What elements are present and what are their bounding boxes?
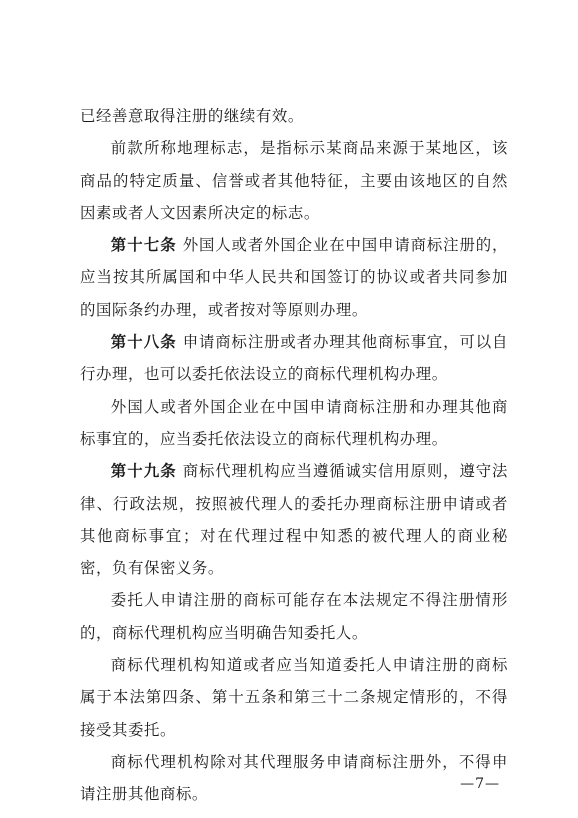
paragraph-text: 前款所称地理标志，是指标示某商品来源于某地区，该商品的特定质量、信誉或者其他特征，主要由该地区的自然因素或者人文因素所决定的标志。	[80, 139, 508, 222]
paragraph	[80, 649, 508, 746]
paragraph	[80, 584, 508, 649]
paragraph	[80, 100, 508, 132]
paragraph	[80, 132, 508, 229]
paragraph-text: 商标代理机构除对其代理服务申请商标注册外，不得申请注册其他商标。	[80, 752, 508, 804]
article-number: 第十七条	[110, 236, 177, 255]
article-number: 第十九条	[110, 462, 177, 481]
article-paragraph	[80, 326, 508, 391]
article-number: 第十八条	[110, 333, 177, 352]
paragraph-text: 委托人申请注册的商标可能存在本法规定不得注册情形的，商标代理机构应当明确告知委托人。	[80, 591, 508, 642]
paragraph	[80, 391, 508, 456]
paragraph-text: 商标代理机构应当遵循诚实信用原则，遵守法律、行政法规，按照被代理人的委托办理商标注册申请或者其他商标事宜；对在代理过程中知悉的被代理人的商业秘密，负有保密义务。	[80, 462, 508, 578]
paragraph-text: 已经善意取得注册的继续有效。	[80, 107, 304, 125]
article-paragraph	[80, 229, 508, 326]
paragraph-text: 申请商标注册或者办理其他商标事宜，可以自行办理，也可以委托依法设立的商标代理机构办理。	[80, 333, 508, 384]
page-number: —7—	[460, 776, 500, 792]
paragraph-text: 商标代理机构知道或者应当知道委托人申请注册的商标属于本法第四条、第十五条和第三十二条规定情形的，不得接受其委托。	[80, 656, 508, 739]
paragraph-text: 外国人或者外国企业在中国申请商标注册和办理其他商标事宜的，应当委托依法设立的商标代理机构办理。	[80, 397, 508, 448]
body-text	[80, 100, 508, 811]
paragraph-text: 外国人或者外国企业在中国申请商标注册的，应当按其所属国和中华人民共和国签订的协议或者共同参加的国际条约办理，或者按对等原则办理。	[80, 236, 508, 319]
article-paragraph	[80, 455, 508, 584]
paragraph	[80, 746, 508, 811]
